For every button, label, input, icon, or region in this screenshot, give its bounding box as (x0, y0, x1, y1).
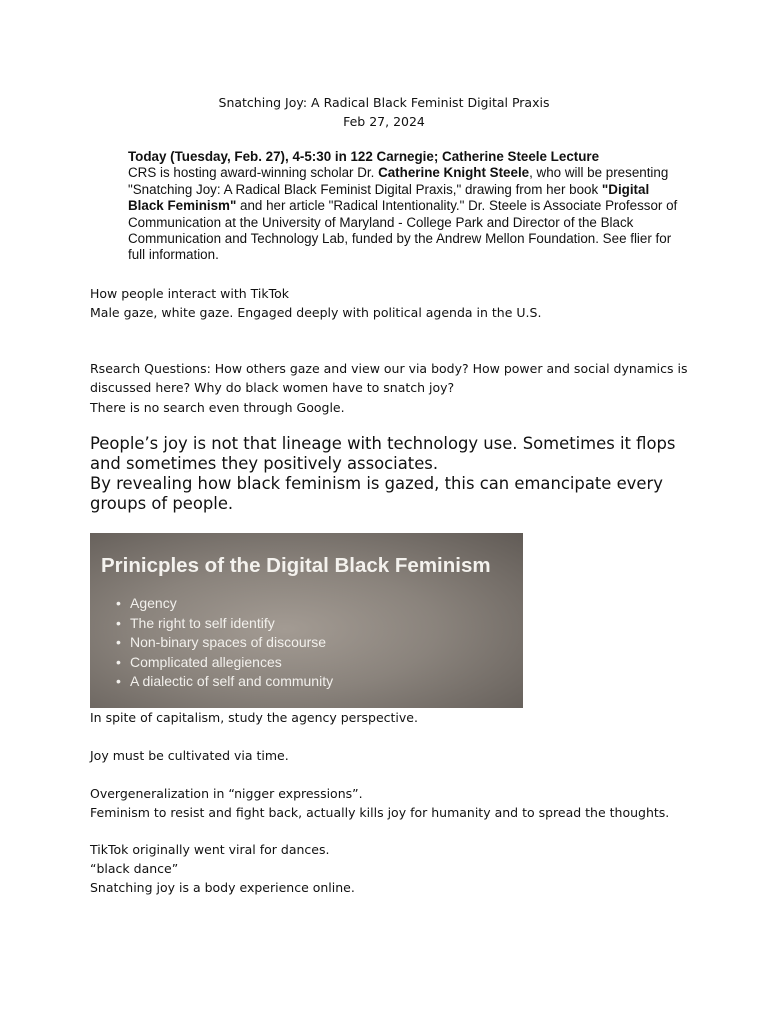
bullet-icon: • (116, 634, 121, 650)
slide-bullet (116, 672, 333, 692)
note-body-experience: Snatching joy is a body experience online. (90, 880, 355, 895)
slide-title: Prinicples of the Digital Black Feminism (101, 554, 491, 577)
document-date: Feb 27, 2024 (343, 114, 425, 129)
note-joy-lineage: People’s joy is not that lineage with technology use. Sometimes it flops and sometimes they positively associates. (90, 434, 676, 473)
note-research-questions: Rsearch Questions: How others gaze and view our via body? How power and social dynamics is discussed here? Why do black women have to snatch joy? (90, 361, 688, 395)
slide-bullet-text: Agency (130, 595, 177, 611)
slide-bullet (116, 594, 333, 614)
note-overgeneralization: Overgeneralization in “nigger expressions”. (90, 786, 363, 801)
bullet-icon: • (116, 653, 121, 670)
announcement-heading: Today (Tuesday, Feb. 27), 4-5:30 in 122 Carnegie; Catherine Steele Lecture (128, 149, 600, 164)
slide-bullet (116, 614, 333, 634)
bullet-icon: • (116, 595, 121, 611)
announcement-text-3: and her article "Radical Intentionality." Dr. Steele is Associate Professor of Communication at the University of Maryland - College Park and Director of the Black Communication and Technology Lab, funded by the Andrew Mellon Foundation. See flier for full information. (128, 198, 678, 263)
slide-bullet-text: A dialectic of self and community (130, 673, 334, 689)
announcement-text-2: , who will be presenting "Snatching Joy: A Radical Black Feminist Digital Praxis," drawing from her book (128, 165, 669, 197)
note-feminism-resist: Feminism to resist and fight back, actually kills joy for humanity and to spread the thoughts. (90, 805, 670, 820)
bullet-icon: • (116, 614, 121, 631)
bullet-icon: • (116, 673, 121, 689)
slide-bullet (116, 653, 333, 673)
note-gaze: Male gaze, white gaze. Engaged deeply with political agenda in the U.S. (90, 305, 542, 320)
note-search: There is no search even through Google. (90, 400, 345, 415)
slide-bullet (116, 633, 333, 653)
document-title: Snatching Joy: A Radical Black Feminist Digital Praxis (218, 95, 550, 110)
lecture-announcement (128, 149, 688, 264)
note-capitalism: In spite of capitalism, study the agency perspective. (90, 710, 418, 725)
note-black-dance: “black dance” (90, 861, 179, 876)
note-cultivated: Joy must be cultivated via time. (90, 748, 289, 763)
note-tiktok-dances: TikTok originally went viral for dances. (90, 842, 330, 857)
speaker-name: Catherine Knight Steele (378, 165, 530, 181)
announcement-text-1: CRS is hosting award-winning scholar Dr. (128, 165, 379, 181)
book-title: "Digital Black Feminism" (128, 181, 650, 214)
slide-bullet-list (116, 594, 333, 692)
principles-slide-image (90, 533, 523, 708)
note-emancipate: By revealing how black feminism is gazed, this can emancipate every groups of people. (90, 474, 663, 513)
slide-bullet-text: Non-binary spaces of discourse (130, 634, 327, 650)
note-tiktok: How people interact with TikTok (90, 286, 289, 301)
slide-bullet-text: Complicated allegiences (130, 653, 282, 670)
slide-bullet-text: The right to self identify (130, 614, 275, 631)
